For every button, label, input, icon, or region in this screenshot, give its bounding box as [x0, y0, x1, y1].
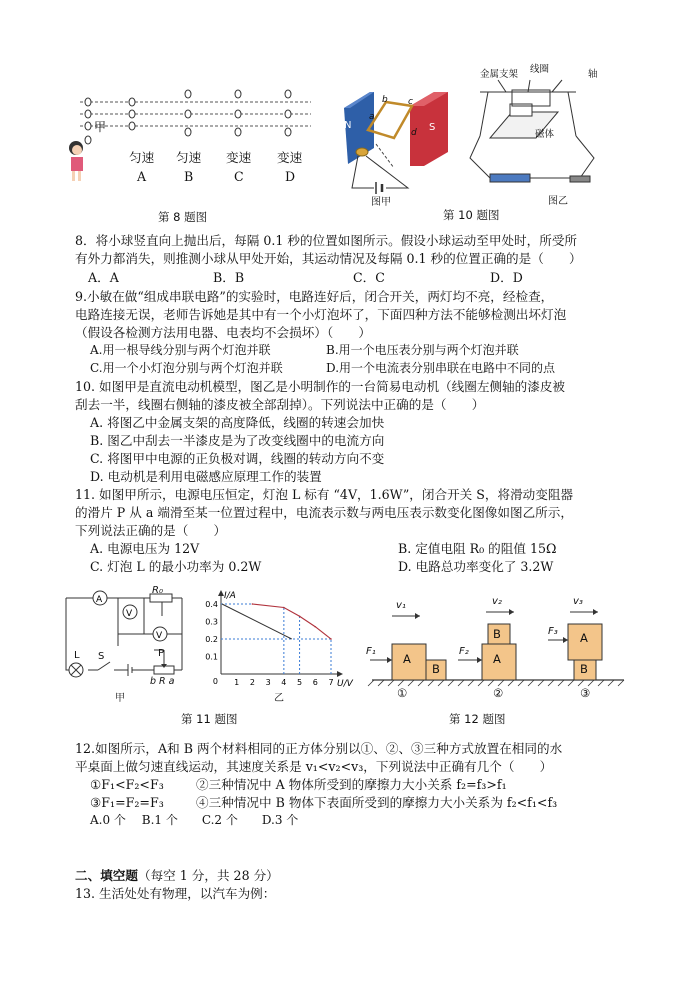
q9-stem-line: 9.小敏在做“组成串联电路”的实验时，电路连好后，闭合开关，两灯均不亮，经检查， — [75, 289, 554, 304]
series-curve — [252, 604, 331, 639]
x-axis-label: U/V — [337, 679, 353, 689]
q10-option-b: B. 图乙中刮去一半漆皮是为了改变线圈中的电流方向 — [90, 433, 385, 448]
fig8-caption: 第 8 题图 — [158, 210, 208, 224]
q11-option-c: C. 灯泡 L 的最小功率为 0.2W — [90, 559, 262, 574]
origin-label: 0 — [212, 677, 218, 686]
fig11-label-bRa: b R a — [150, 676, 175, 687]
q9-stem-line: 电路连接无误，老师告诉她是其中有一个小灯泡坏了，下面四种方法不能够检测出坏灯泡 — [75, 307, 567, 322]
fig10-sub-jia: 图甲 — [371, 197, 391, 208]
series-line — [222, 604, 292, 639]
y-axis-label: I/A — [224, 591, 236, 601]
q8-option-d: D．D — [490, 270, 523, 285]
q10-option-d: D. 电动机是利用电磁感应原理工作的装置 — [90, 469, 322, 484]
fig11-iu-chart — [205, 588, 355, 700]
q9-option-b: B.用一个电压表分别与两个灯泡并联 — [326, 343, 519, 357]
q12-options: A.0 个 B.1 个 C.2 个 D.3 个 — [90, 813, 299, 827]
q10-option-a: A. 将图乙中金属支架的高度降低，线圈的转速会加快 — [90, 415, 385, 430]
fig8-col-label: 变速 — [277, 150, 303, 165]
q9-stem-line: （假设各检测方法用电器、电表均不会损坏）（ ） — [75, 325, 371, 340]
fig12-block-a3: A — [580, 631, 588, 645]
q13-stem-line: 13. 生活处处有物理，以汽车为例： — [75, 886, 276, 901]
fig8-col-letter: B — [184, 169, 194, 184]
fig10-sub-yi: 图乙 — [548, 196, 568, 207]
fig11-sub-yi: 乙 — [274, 693, 284, 704]
svg-text:V: V — [156, 631, 163, 641]
q8-stem-line: 有外力都消失，则推测小球从甲处开始，其运动情况及每隔 0.1 秒的位置正确的是（ ） — [75, 251, 582, 266]
fig10-label-support: 金属支架 — [480, 69, 519, 80]
fig12-case-2: ② — [493, 686, 504, 700]
q12-statement-3: ③F₁=F₂=F₃ — [90, 795, 164, 810]
fig10-motor-diagram — [330, 78, 620, 206]
y-tick-label: 0.2 — [205, 635, 218, 644]
fig10-label-d: d — [411, 128, 417, 138]
fig12-force-2: F₂ — [459, 646, 469, 657]
x-tick-label: 6 — [312, 678, 318, 687]
q12-stem-line: 12.如图所示，A和 B 两个材料相同的正方体分别以①、②、③三种方式放置在相同的水 — [75, 741, 563, 756]
x-axis-arrow — [337, 671, 343, 677]
x-tick-label: 2 — [249, 678, 255, 687]
fig10-label-magnet: 磁体 — [535, 129, 555, 140]
q11-stem-line: 的滑片 P 从 a 端滑至某一位置过程中，电流表示数与两电压表示数变化图像如图乙所示， — [75, 505, 573, 520]
fig12-case-3: ③ — [580, 686, 591, 700]
svg-text:A: A — [96, 595, 103, 605]
fig8-col-label: 变速 — [226, 150, 252, 165]
series-point — [283, 607, 285, 609]
q12-statement-2: ②三种情况中 A 物体所受到的摩擦力大小关系 f₂=f₃>f₁ — [196, 777, 507, 792]
q12-statement-1: ①F₁<F₂<F₃ — [90, 777, 164, 792]
fig10-label-coil: 线圈 — [530, 64, 550, 75]
girl-illustration — [69, 141, 83, 181]
fig11-circuit — [58, 588, 198, 700]
q11-stem-line: 下列说法正确的是（ ） — [75, 523, 227, 538]
fig11-label-S: S — [98, 651, 105, 662]
q11-option-b: B. 定值电阻 R₀ 的阻值 15Ω — [398, 541, 557, 556]
x-tick-label: 4 — [281, 678, 287, 687]
series-point — [314, 626, 316, 628]
fig10-caption: 第 10 题图 — [443, 208, 500, 222]
fig10-label-S: S — [429, 122, 436, 133]
x-tick-label: 3 — [265, 678, 271, 687]
section-note: （每空 1 分，共 28 分） — [137, 868, 279, 883]
q10-stem-line: 刮去一半，线圈右侧轴的漆皮被全部刮掉）。下列说法中正确的是（ ） — [75, 397, 485, 412]
series-point — [252, 603, 254, 605]
fig12-case-1: ① — [397, 686, 408, 700]
fig11-sub-jia: 甲 — [115, 693, 125, 704]
fig10-label-b: b — [382, 95, 388, 105]
fig8-col-letter: A — [137, 169, 147, 184]
fig12-block-a1: A — [403, 652, 411, 666]
fig12-block-b3: B — [580, 662, 588, 676]
q8-option-b: B．B — [213, 270, 245, 285]
q10-stem-line: 10. 如图甲是直流电动机模型，图乙是小明制作的一台简易电动机（线圈左侧轴的漆皮被 — [75, 379, 566, 394]
q12-stem-line: 平桌面上做匀速直线运动，其速度关系是 v₁<v₂<v₃，下列说法中正确有几个（ ） — [75, 759, 553, 774]
x-tick-label: 5 — [297, 678, 303, 687]
fig12-block-a2: A — [493, 652, 501, 666]
fig8-col-letter: D — [285, 169, 296, 184]
fig8-col-label: 匀速 — [129, 150, 155, 165]
q8-stem-line: 8．将小球竖直向上抛出后，每隔 0.1 秒的位置如图所示。假设小球运动至甲处时，所受所 — [75, 233, 578, 248]
fig12-block-b2: B — [493, 627, 501, 641]
q12-statement-4: ④三种情况中 B 物体下表面所受到的摩擦力大小关系为 f₂<f₁<f₃ — [196, 795, 558, 810]
fig10-label-a: a — [369, 112, 375, 122]
series-point — [299, 615, 301, 617]
y-tick-label: 0.1 — [205, 652, 218, 662]
q11-stem-line: 11. 如图甲所示，电源电压恒定，灯泡 L 标有 “4V，1.6W”，闭合开关 S，将滑动变阻器 — [75, 487, 574, 502]
fig8-col-label: 匀速 — [176, 150, 202, 165]
q11-option-a: A. 电源电压为 12V — [90, 541, 200, 556]
fig10-label-N: N — [344, 120, 352, 131]
q9-option-a: A.用一根导线分别与两个灯泡并联 — [90, 343, 271, 357]
x-tick-label: 7 — [328, 678, 334, 687]
fig12-force-3: F₃ — [548, 626, 558, 637]
fig11-label-R0: R₀ — [152, 585, 163, 596]
fig12-speed-2: v₂ — [492, 596, 502, 607]
svg-text:V: V — [126, 609, 133, 619]
fig12-caption: 第 12 题图 — [449, 712, 506, 726]
q9-option-c: C.用一个小灯泡分别与两个灯泡并联 — [90, 361, 283, 375]
y-tick-label: 0.4 — [205, 600, 218, 609]
section-title: 二、填空题 — [75, 868, 138, 883]
q8-option-a: A．A — [88, 270, 119, 285]
fig12-block-b1: B — [432, 662, 440, 676]
y-tick-label: 0.3 — [205, 617, 218, 627]
fig8-jia-label: 甲 — [94, 120, 107, 134]
q8-option-c: C．C — [353, 270, 385, 285]
series-point — [330, 638, 332, 640]
fig11-label-P: P — [158, 648, 165, 659]
q9-option-d: D.用一个电流表分别串联在电路中不同的点 — [326, 361, 556, 375]
q10-option-c: C. 将图甲中电源的正负极对调，线圈的转动方向不变 — [90, 451, 385, 466]
fig10-label-axis: 轴 — [588, 69, 598, 80]
x-tick-label: 1 — [234, 678, 240, 687]
fig10-label-c: c — [408, 97, 413, 107]
fig12-force-1: F₁ — [366, 646, 376, 657]
fig11-label-L: L — [74, 650, 80, 661]
fig11-caption: 第 11 题图 — [181, 712, 238, 726]
fig8-col-letter: C — [234, 169, 244, 184]
q11-option-d: D. 电路总功率变化了 3.2W — [398, 559, 554, 574]
fig12-speed-1: v₁ — [396, 600, 406, 611]
fig12-speed-3: v₃ — [573, 596, 583, 607]
section-heading — [75, 866, 279, 885]
